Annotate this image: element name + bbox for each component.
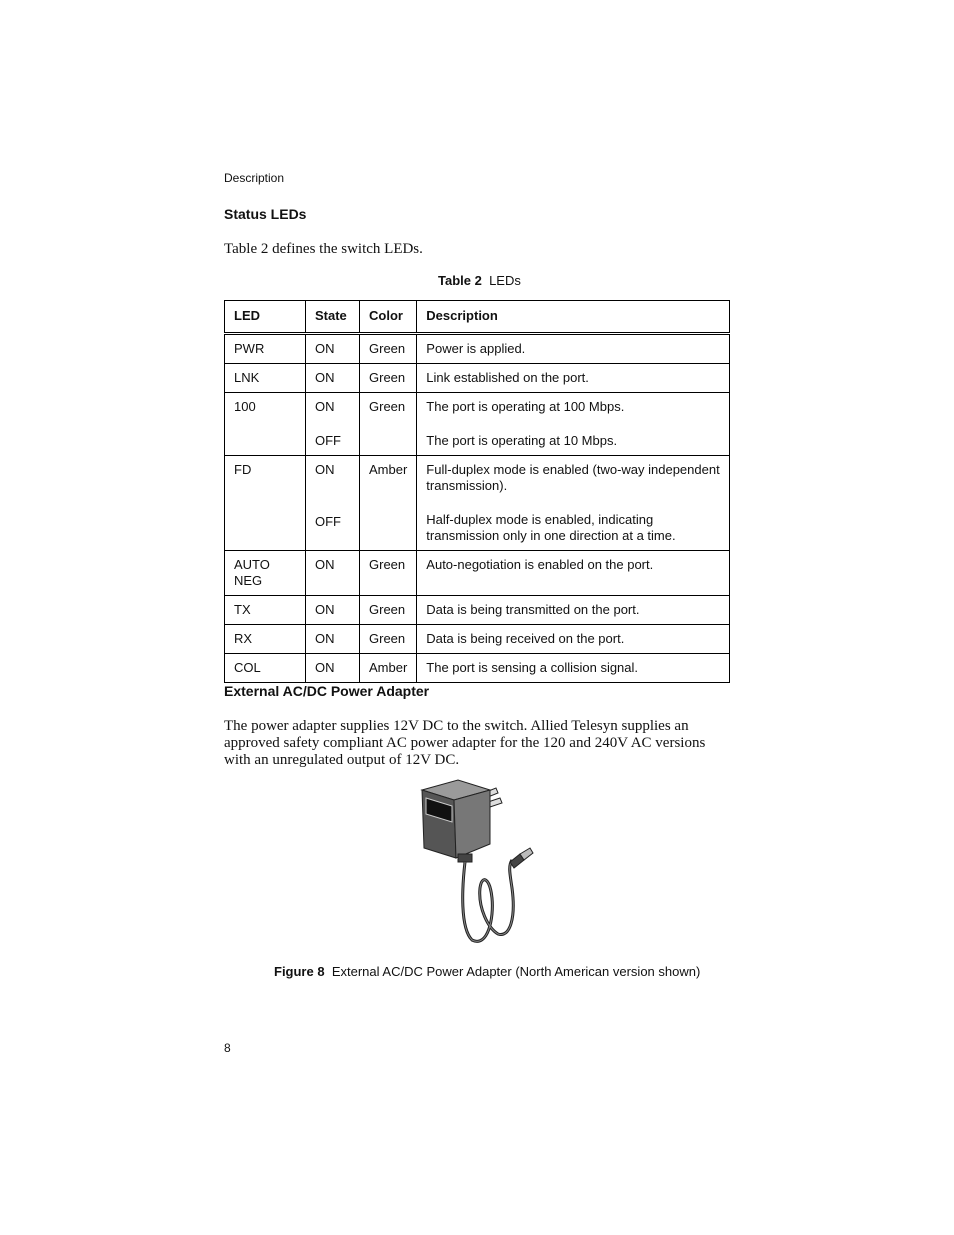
table-caption-label: Table 2 (438, 273, 482, 288)
cell-color: Green (360, 334, 417, 364)
cell-color: Green (360, 596, 417, 625)
table-row (225, 625, 730, 654)
table-caption (438, 273, 521, 288)
cell-color: Amber (360, 654, 417, 683)
cell-color: Green (360, 551, 417, 596)
table-intro-text: Table 2 defines the switch LEDs. (224, 241, 423, 257)
cell-description (417, 456, 730, 551)
cell-state: ON (306, 596, 360, 625)
cell-color: Green (360, 625, 417, 654)
state-off: OFF (315, 433, 341, 448)
figure-caption-text: External AC/DC Power Adapter (North American version shown) (331, 964, 701, 979)
header-description: Description (417, 301, 730, 334)
cell-led: RX (225, 625, 306, 654)
cell-color: Green (360, 364, 417, 393)
figure-caption (274, 964, 700, 979)
header-color: Color (360, 301, 417, 334)
section-heading-status-leds: Status LEDs (224, 206, 307, 222)
cell-state: ON (306, 551, 360, 596)
cell-led: TX (225, 596, 306, 625)
cell-description (417, 393, 730, 456)
cell-state (306, 393, 360, 456)
table-header-row (225, 301, 730, 334)
cell-led: AUTO NEG (225, 551, 306, 596)
table-row (225, 364, 730, 393)
description-off: The port is operating at 10 Mbps. (426, 433, 618, 448)
cell-color: Green (360, 393, 417, 456)
table-row (225, 596, 730, 625)
table-row (225, 456, 730, 551)
table-row (225, 334, 730, 364)
cell-description: Link established on the port. (417, 364, 730, 393)
led-table (224, 300, 730, 683)
header-led: LED (225, 301, 306, 334)
cell-description: Data is being received on the port. (417, 625, 730, 654)
running-head: Description (224, 171, 285, 185)
description-on: Full-duplex mode is enabled (two-way independent transmission). (426, 462, 720, 493)
power-adapter-paragraph: The power adapter supplies 12V DC to the switch. Allied Telesyn supplies an approved safety compliant AC power adapter for the 120 and 240V AC versions with an unregulated output of 12V DC. (224, 718, 706, 768)
state-on: ON (315, 462, 335, 477)
cell-color: Amber (360, 456, 417, 551)
description-off: Half-duplex mode is enabled, indicating transmission only in one direction at a time. (426, 512, 676, 543)
description-on: The port is operating at 100 Mbps. (426, 399, 625, 414)
state-on: ON (315, 399, 335, 414)
cell-led: PWR (225, 334, 306, 364)
page-number: 8 (224, 1041, 231, 1055)
cell-state (306, 456, 360, 551)
cell-description: Auto-negotiation is enabled on the port. (417, 551, 730, 596)
cell-led: 100 (225, 393, 306, 456)
cell-led: FD (225, 456, 306, 551)
table-caption-text: LEDs (489, 273, 521, 288)
figure-caption-label: Figure 8 (274, 964, 325, 979)
section-heading-power-adapter: External AC/DC Power Adapter (224, 683, 430, 699)
table-row (225, 654, 730, 683)
cell-state: ON (306, 364, 360, 393)
cell-state: ON (306, 654, 360, 683)
table-row (225, 551, 730, 596)
cell-led: LNK (225, 364, 306, 393)
state-off: OFF (315, 514, 341, 529)
cell-state: ON (306, 625, 360, 654)
cell-led: COL (225, 654, 306, 683)
power-adapter-illustration (412, 778, 542, 948)
cell-state: ON (306, 334, 360, 364)
cell-description: The port is sensing a collision signal. (417, 654, 730, 683)
cell-description: Power is applied. (417, 334, 730, 364)
table-row (225, 393, 730, 456)
cell-description: Data is being transmitted on the port. (417, 596, 730, 625)
header-state: State (306, 301, 360, 334)
